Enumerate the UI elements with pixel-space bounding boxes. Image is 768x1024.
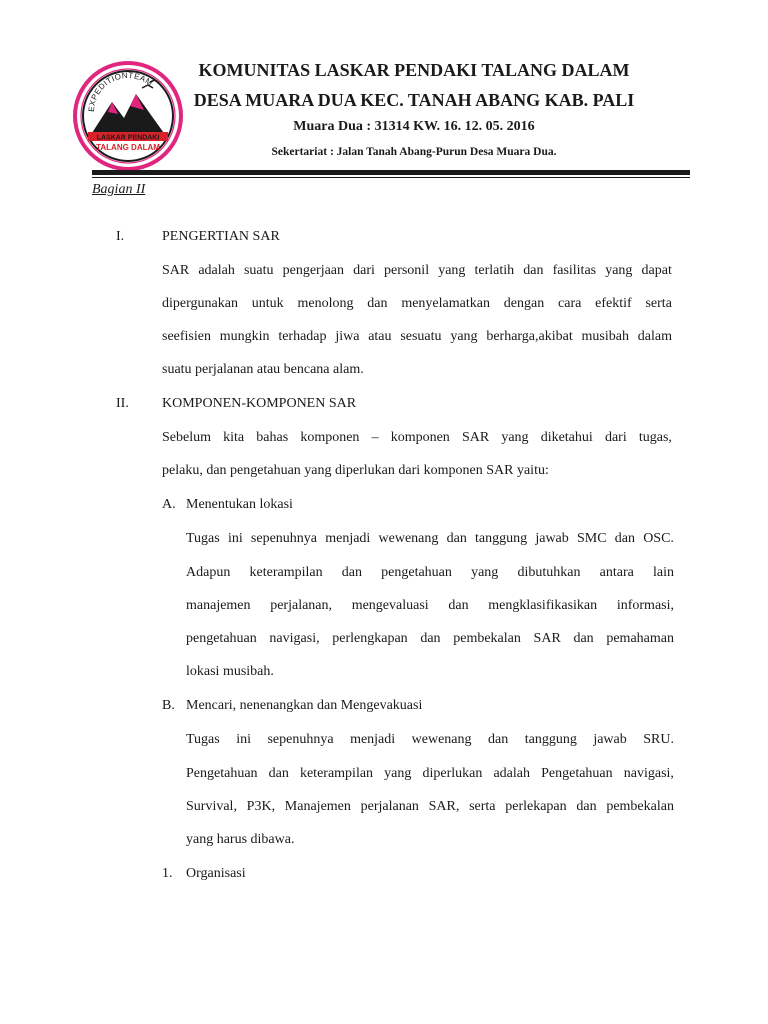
section-2-title: KOMPONEN-KOMPONEN SAR [162, 396, 357, 411]
secretariat-address: Sekertariat : Jalan Tanah Abang-Purun Desa Muara Dua. [271, 146, 557, 158]
item-1-marker: 1. [162, 866, 173, 881]
item-b-paragraph-line: yang harus dibawa. [186, 832, 295, 847]
item-a-title: Menentukan lokasi [186, 497, 293, 512]
section-1-paragraph-line: SAR adalah suatu pengerjaan dari personil yang terlatih dan fasilitas yang dapat [162, 263, 672, 278]
section-label: Bagian II [92, 182, 146, 197]
item-a-marker: A. [162, 497, 176, 512]
item-1-title: Organisasi [186, 866, 246, 881]
section-1-title: PENGERTIAN SAR [162, 229, 280, 244]
letterhead-divider-thick [92, 170, 690, 175]
item-b-paragraph-line: Pengetahuan dan keterampilan yang diperlukan adalah Pengetahuan navigasi, [186, 766, 674, 781]
logo-top-text: EXPEDITIONTEAM [86, 70, 155, 113]
section-1-number: I. [116, 229, 125, 244]
organization-code: Muara Dua : 31314 KW. 16. 12. 05. 2016 [293, 119, 535, 134]
organization-address: DESA MUARA DUA KEC. TANAH ABANG KAB. PALI [193, 90, 635, 110]
letterhead-divider-thin [92, 177, 690, 178]
section-2-paragraph-line: Sebelum kita bahas komponen – komponen SAR yang diketahui dari tugas, [162, 430, 672, 445]
item-a-paragraph-line: manajemen perjalanan, mengevaluasi dan mengklasifikasikan informasi, [186, 598, 674, 613]
section-1-paragraph-line: suatu perjalanan atau bencana alam. [162, 362, 364, 377]
logo-bottom-text: TALANG DALAM [96, 143, 160, 152]
item-a-paragraph-line: Adapun keterampilan dan pengetahuan yang dibutuhkan antara lain [186, 565, 674, 580]
item-b-paragraph-line: Survival, P3K, Manajemen perjalanan SAR, serta perlekapan dan pembekalan [186, 799, 674, 814]
section-1-paragraph-line: seefisien mungkin terhadap jiwa atau sesuatu yang berharga,akibat musibah dalam [162, 329, 672, 344]
item-a-paragraph-line: lokasi musibah. [186, 664, 274, 679]
section-1-paragraph-line: dipergunakan untuk menolong dan menyelamatkan dengan cara efektif serta [162, 296, 672, 311]
logo-band-text: LASKAR PENDAKI [96, 134, 160, 142]
section-2-paragraph-line: pelaku, dan pengetahuan yang diperlukan dari komponen SAR yaitu: [162, 463, 549, 478]
item-a-paragraph-line: pengetahuan navigasi, perlengkapan dan pembekalan SAR dan pemahaman [186, 631, 674, 646]
item-b-paragraph-line: Tugas ini sepenuhnya menjadi wewenang dan tanggung jawab SRU. [186, 732, 674, 747]
organization-name: KOMUNITAS LASKAR PENDAKI TALANG DALAM [198, 60, 630, 80]
item-b-marker: B. [162, 698, 175, 713]
item-a-paragraph-line: Tugas ini sepenuhnya menjadi wewenang dan tanggung jawab SMC dan OSC. [186, 531, 674, 546]
item-b-title: Mencari, nenenangkan dan Mengevakuasi [186, 698, 423, 713]
section-2-number: II. [116, 396, 129, 411]
